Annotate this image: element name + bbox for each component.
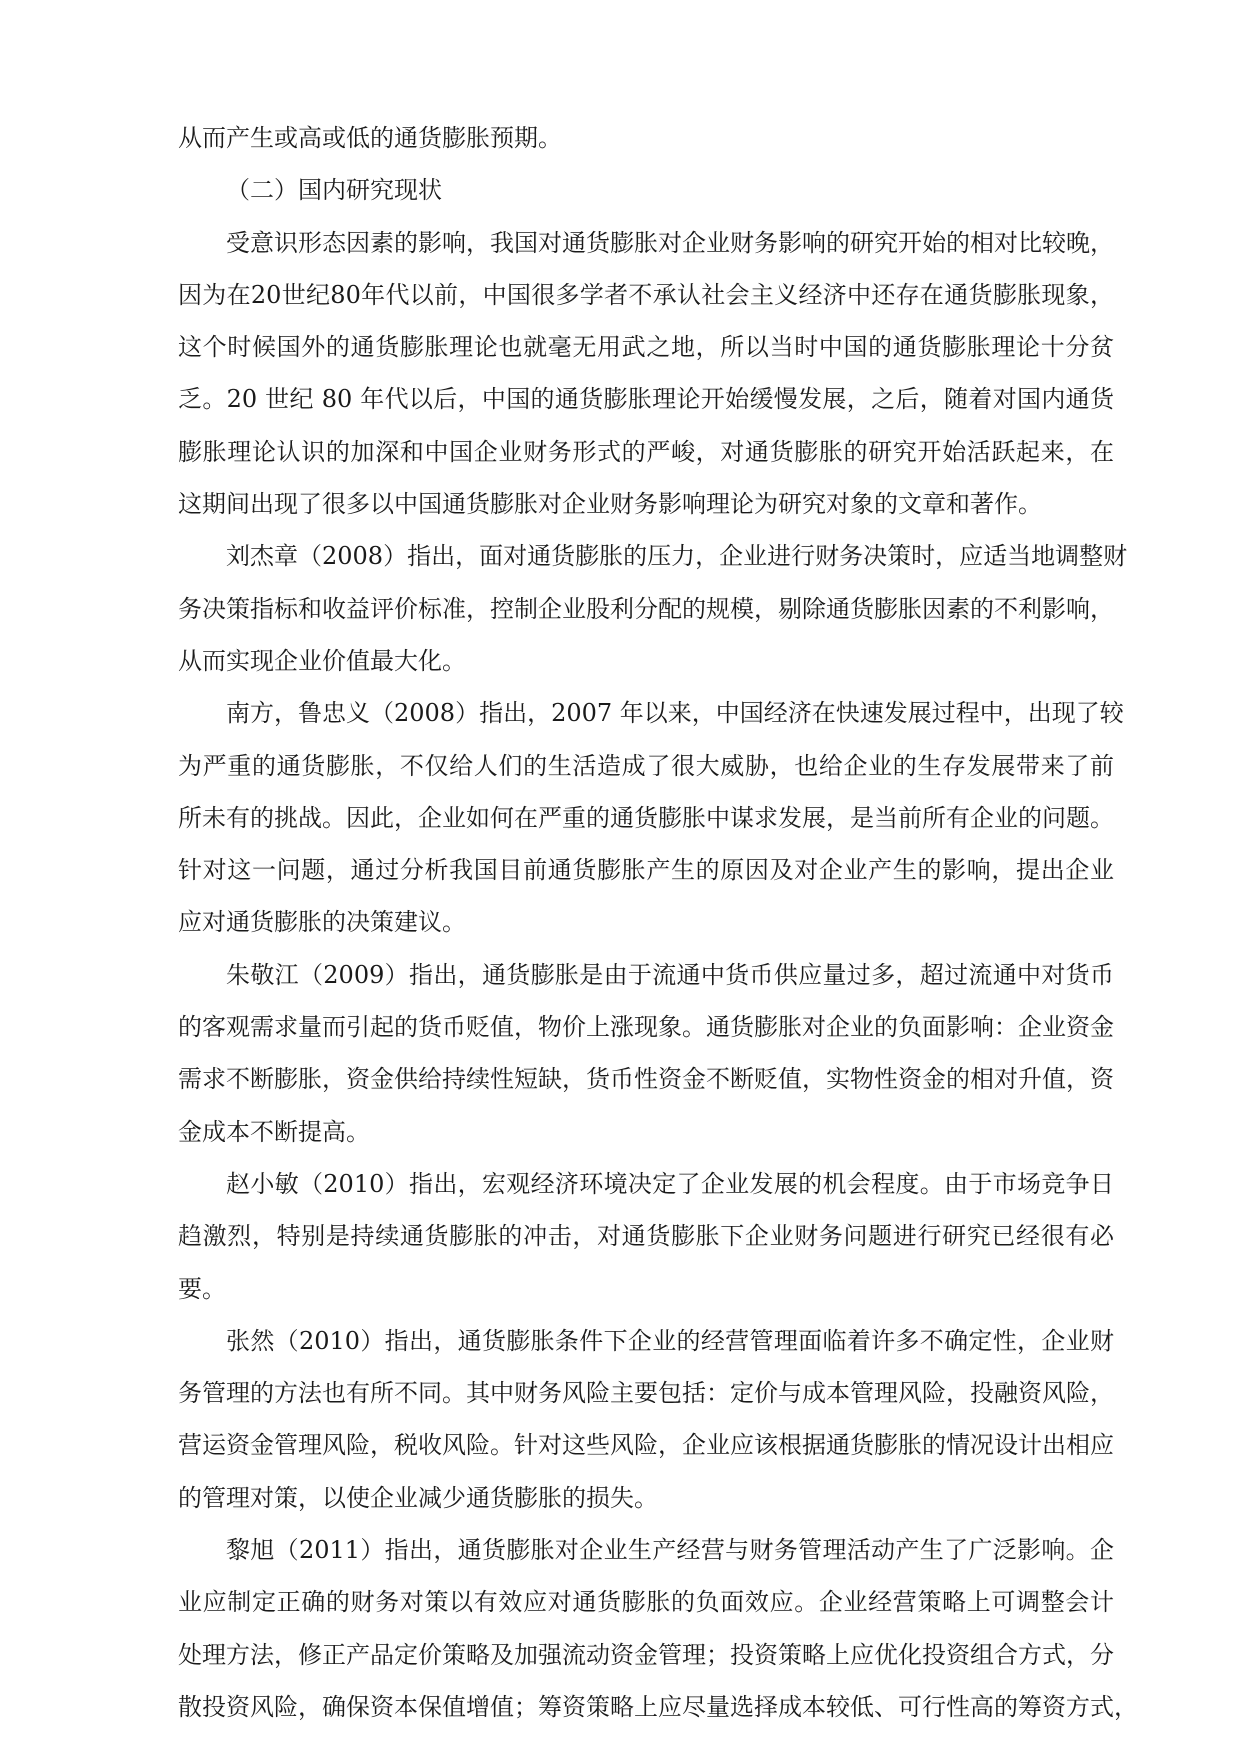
- text-line: （二）国内研究现状: [226, 176, 442, 205]
- text-line: 处理方法，修正产品定价策略及加强流动资金管理；投资策略上应优化投资组合方式，分: [178, 1640, 1114, 1669]
- document-body: [178, 112, 1138, 1733]
- text-line: 趋激烈，特别是持续通货膨胀的冲击，对通货膨胀下企业财务问题进行研究已经很有必: [178, 1222, 1114, 1251]
- text-line: 务决策指标和收益评价标准，控制企业股利分配的规模，剔除通货膨胀因素的不利影响，: [178, 594, 1114, 623]
- text-line: 刘杰章（2008）指出，面对通货膨胀的压力，企业进行财务决策时，应适当地调整财: [226, 542, 1128, 571]
- text-line: 受意识形态因素的影响，我国对通货膨胀对企业财务影响的研究开始的相对比较晚，: [226, 228, 1114, 257]
- text-line: 这个时候国外的通货膨胀理论也就毫无用武之地，所以当时中国的通货膨胀理论十分贫: [178, 333, 1114, 362]
- text-line: 赵小敏（2010）指出，宏观经济环境决定了企业发展的机会程度。由于市场竞争日: [226, 1169, 1114, 1198]
- text-line: 为严重的通货膨胀，不仅给人们的生活造成了很大威胁，也给企业的生存发展带来了前: [178, 751, 1114, 780]
- text-line: 营运资金管理风险，税收风险。针对这些风险，企业应该根据通货膨胀的情况设计出相应: [178, 1431, 1114, 1460]
- text-line: 张然（2010）指出，通货膨胀条件下企业的经营管理面临着许多不确定性，企业财: [226, 1326, 1114, 1355]
- text-line: 要。: [178, 1274, 226, 1303]
- text-line: 金成本不断提高。: [178, 1117, 370, 1146]
- text-line: 从而产生或高或低的通货膨胀预期。: [178, 124, 562, 152]
- text-line: 从而实现企业价值最大化。: [178, 646, 466, 675]
- text-line: 南方，鲁忠义（2008）指出，2007 年以来，中国经济在快速发展过程中，出现了较: [226, 699, 1124, 728]
- text-line: 所未有的挑战。因此，企业如何在严重的通货膨胀中谋求发展，是当前所有企业的问题。: [178, 803, 1114, 832]
- text-line: 乏。20 世纪 80 年代以后，中国的通货膨胀理论开始缓慢发展，之后，随着对国内通货: [178, 385, 1114, 414]
- text-line: 针对这一问题，通过分析我国目前通货膨胀产生的原因及对企业产生的影响，提出企业: [178, 856, 1114, 885]
- text-line: 需求不断膨胀，资金供给持续性短缺，货币性资金不断贬值，实物性资金的相对升值，资: [178, 1065, 1114, 1094]
- text-line: 的客观需求量而引起的货币贬值，物价上涨现象。通货膨胀对企业的负面影响：企业资金: [178, 1013, 1114, 1042]
- text-line: 因为在20世纪80年代以前，中国很多学者不承认社会主义经济中还存在通货膨胀现象，: [178, 280, 1114, 309]
- text-line: 业应制定正确的财务对策以有效应对通货膨胀的负面效应。企业经营策略上可调整会计: [178, 1588, 1114, 1617]
- text-line: 的管理对策，以使企业减少通货膨胀的损失。: [178, 1483, 658, 1512]
- text-line: 朱敬江（2009）指出，通货膨胀是由于流通中货币供应量过多，超过流通中对货币: [226, 960, 1114, 989]
- text-line: 这期间出现了很多以中国通货膨胀对企业财务影响理论为研究对象的文章和著作。: [178, 490, 1042, 519]
- text-line: 黎旭（2011）指出，通货膨胀对企业生产经营与财务管理活动产生了广泛影响。企: [226, 1536, 1114, 1565]
- text-line: 务管理的方法也有所不同。其中财务风险主要包括：定价与成本管理风险，投融资风险，: [178, 1379, 1114, 1408]
- text-line: 散投资风险，确保资本保值增值；筹资策略上应尽量选择成本较低、可行性高的筹资方式，: [178, 1692, 1138, 1721]
- text-line: 应对通货膨胀的决策建议。: [178, 908, 466, 937]
- text-line: 膨胀理论认识的加深和中国企业财务形式的严峻，对通货膨胀的研究开始活跃起来，在: [178, 437, 1114, 466]
